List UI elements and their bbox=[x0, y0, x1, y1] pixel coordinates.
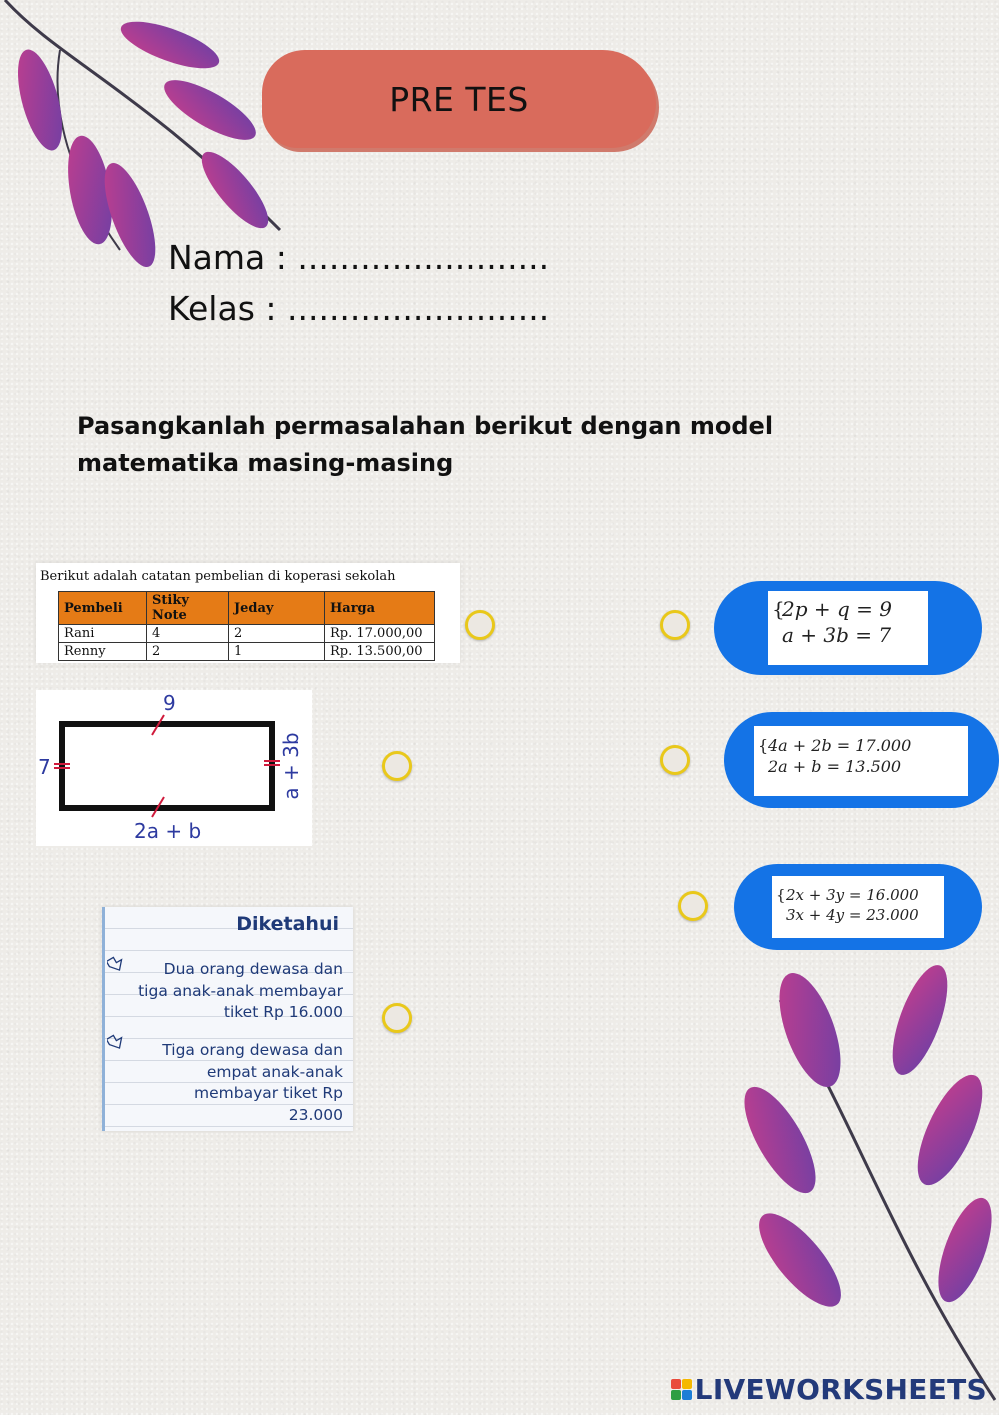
table-cell: 2 bbox=[147, 643, 229, 661]
equation-card-2: { 4a + 2b = 17.000 2a + b = 13.500 bbox=[724, 712, 999, 808]
problem-card-known bbox=[102, 907, 353, 1131]
class-line: Kelas : ......................... bbox=[168, 289, 550, 328]
liveworksheets-logo bbox=[671, 1373, 987, 1406]
equation-card-1: { 2p + q = 9 a + 3b = 7 bbox=[714, 581, 982, 675]
page-title-banner bbox=[262, 50, 656, 148]
logo-text: LIVEWORKSHEETS bbox=[694, 1373, 987, 1406]
arrow-hint-icon bbox=[107, 1033, 125, 1051]
table-header: Stiky Note bbox=[147, 592, 229, 625]
match-dot-left-2[interactable] bbox=[382, 751, 412, 781]
table-cell: Renny bbox=[59, 643, 147, 661]
table-header: Pembeli bbox=[59, 592, 147, 625]
equation-line: 2x + 3y = 16.000 bbox=[786, 886, 919, 904]
instructions-text: Pasangkanlah permasalahan berikut dengan model matematika masing-masing bbox=[77, 412, 774, 477]
equation-line: 3x + 4y = 23.000 bbox=[786, 906, 919, 924]
problem-card-rectangle bbox=[36, 690, 312, 846]
equation-line: 2a + b = 13.500 bbox=[768, 757, 902, 776]
equation-line: 4a + 2b = 17.000 bbox=[768, 736, 912, 755]
table-cell: 4 bbox=[147, 625, 229, 643]
problem-card-table bbox=[36, 563, 460, 663]
table-cell: Rani bbox=[59, 625, 147, 643]
table-cell: Rp. 13.500,00 bbox=[325, 643, 435, 661]
rectangle-shape bbox=[62, 724, 272, 808]
equation-line: 2p + q = 9 bbox=[782, 597, 892, 621]
rect-left-label: 7 bbox=[38, 755, 51, 779]
rect-right-label: a + 3b bbox=[279, 732, 303, 800]
liveworksheets-logo-icon bbox=[671, 1379, 692, 1400]
name-line: Nama : ........................ bbox=[168, 238, 550, 277]
match-dot-right-3[interactable] bbox=[678, 891, 708, 921]
table-header: Jeday bbox=[229, 592, 325, 625]
match-dot-right-2[interactable] bbox=[660, 745, 690, 775]
equation-line: a + 3b = 7 bbox=[782, 623, 892, 647]
table-caption: Berikut adalah catatan pembelian di koperasi sekolah bbox=[40, 569, 396, 584]
table-row bbox=[59, 643, 435, 661]
page-title: PRE TES bbox=[389, 79, 529, 119]
rect-bottom-label: 2a + b bbox=[134, 819, 202, 843]
leaf-branch-bottom-right bbox=[740, 960, 999, 1415]
table-cell: 2 bbox=[229, 625, 325, 643]
rect-top-label: 9 bbox=[163, 691, 176, 715]
table-row bbox=[59, 625, 435, 643]
table-cell: 1 bbox=[229, 643, 325, 661]
table-cell: Rp. 17.000,00 bbox=[325, 625, 435, 643]
match-dot-left-3[interactable] bbox=[382, 1003, 412, 1033]
purchase-table bbox=[58, 591, 435, 661]
equation-card-3: { 2x + 3y = 16.000 3x + 4y = 23.000 bbox=[734, 864, 982, 950]
known-heading: Diketahui bbox=[236, 913, 339, 935]
known-item-2: Tiga orang dewasa dan empat anak-anak membayar tiket Rp 23.000 bbox=[162, 1041, 343, 1124]
table-header: Harga bbox=[325, 592, 435, 625]
match-dot-left-1[interactable] bbox=[465, 610, 495, 640]
match-dot-right-1[interactable] bbox=[660, 610, 690, 640]
arrow-hint-icon bbox=[107, 955, 125, 973]
known-item-1: Dua orang dewasa dan tiga anak-anak membayar tiket Rp 16.000 bbox=[138, 960, 343, 1021]
